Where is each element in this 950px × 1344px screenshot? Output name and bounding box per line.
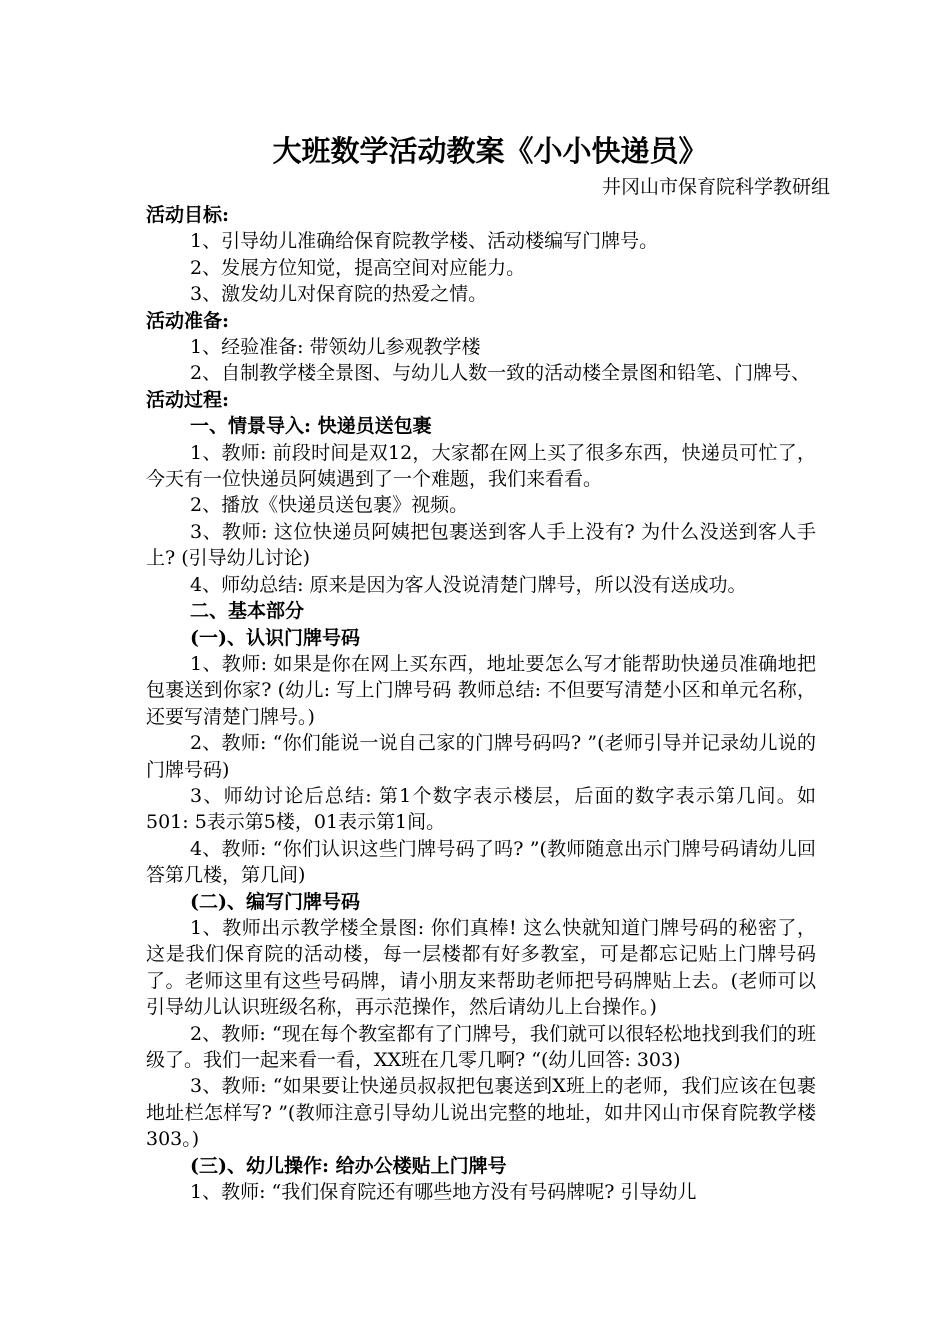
goal-item: 3、激发幼儿对保育院的热爱之情。 [190, 283, 488, 306]
page-title: 大班数学活动教案《小小快递员》 [272, 134, 708, 168]
process-paragraph: 3、教师: 这位快递员阿姨把包裹送到客人手上没有? 为什么没送到客人手上? (引导幼儿讨论) [146, 520, 816, 570]
process-paragraph: 3、师幼讨论后总结: 第1个数字表示楼层，后面的数字表示第几间。如501: 5表示第5楼，01表示第1间。 [146, 784, 816, 834]
process-paragraph: 1、教师: 前段时间是双12，大家都在网上买了很多东西，快递员可忙了，今天有一位快递员阿姨遇到了一个难题，我们来看看。 [146, 441, 816, 491]
section-heading-prep: 活动准备: [146, 309, 230, 332]
process-paragraph: 1、教师: “我们保育院还有哪些地方没有号码牌呢? 引导幼儿 [190, 1181, 697, 1204]
sub-heading: (二)、编写门牌号码 [190, 890, 360, 913]
section-heading-goals: 活动目标: [146, 204, 230, 226]
goal-item: 2、发展方位知觉，提高空间对应能力。 [190, 256, 526, 279]
process-paragraph: 2、教师: “现在每个教室都有了门牌号，我们就可以很轻松地找到我们的班级了。我们一起来看一看，XX班在几零几啊? “(幼儿回答: 303) [146, 1022, 816, 1071]
process-paragraph: 2、播放《快递员送包裹》视频。 [190, 494, 469, 517]
author-line: 井冈山市保育院科学教研组 [601, 176, 830, 198]
goal-item: 1、引导幼儿准确给保育院教学楼、活动楼编写门牌号。 [190, 230, 659, 253]
sub-heading: (三)、幼儿操作: 给办公楼贴上门牌号 [190, 1154, 507, 1177]
section-heading-process: 活动过程: [146, 388, 230, 411]
document-page [146, 130, 830, 1205]
prep-item: 2、自制教学楼全景图、与幼儿人数一致的活动楼全景图和铅笔、门牌号、 [190, 362, 811, 385]
process-paragraph: 4、教师: “你们认识这些门牌号码了吗? ”(教师随意出示门牌号码请幼儿回答第几楼，第几间) [146, 837, 816, 887]
process-paragraph: 1、教师: 如果是你在网上买东西，地址要怎么写才能帮助快递员准确地把包裹送到你家? (幼儿: 写上门牌号码 教师总结: 不但要写清楚小区和单元名称，还要写清楚门牌号。) [146, 652, 816, 728]
process-paragraph: 2、教师: “你们能说一说自己家的门牌号码吗? ”(老师引导并记录幼儿说的门牌号码) [146, 732, 816, 781]
process-paragraph: 4、师幼总结: 原来是因为客人没说清楚门牌号，所以没有送成功。 [190, 573, 747, 596]
part-heading: 二、基本部分 [190, 600, 305, 623]
prep-item: 1、经验准备: 带领幼儿参观教学楼 [190, 336, 481, 359]
process-paragraph: 3、教师: “如果要让快递员叔叔把包裹送到X班上的老师，我们应该在包裹地址栏怎样写? ”(教师注意引导幼儿说出完整的地址，如井冈山市保育院教学楼303。) [146, 1075, 816, 1151]
sub-heading: (一)、认识门牌号码 [190, 626, 360, 649]
process-paragraph: 1、教师出示教学楼全景图: 你们真棒! 这么快就知道门牌号码的秘密了，这是我们保育院的活动楼，每一层楼都有好多教室，可是都忘记贴上门牌号码了。老师这里有这些号码牌，请小朋友来帮助老师把号码牌贴上去。(老师可以引导幼儿认识班级名称，再示范操作，然后请幼儿上台操作。) [146, 916, 816, 1019]
part-heading: 一、情景导入: 快递员送包裹 [190, 415, 432, 438]
